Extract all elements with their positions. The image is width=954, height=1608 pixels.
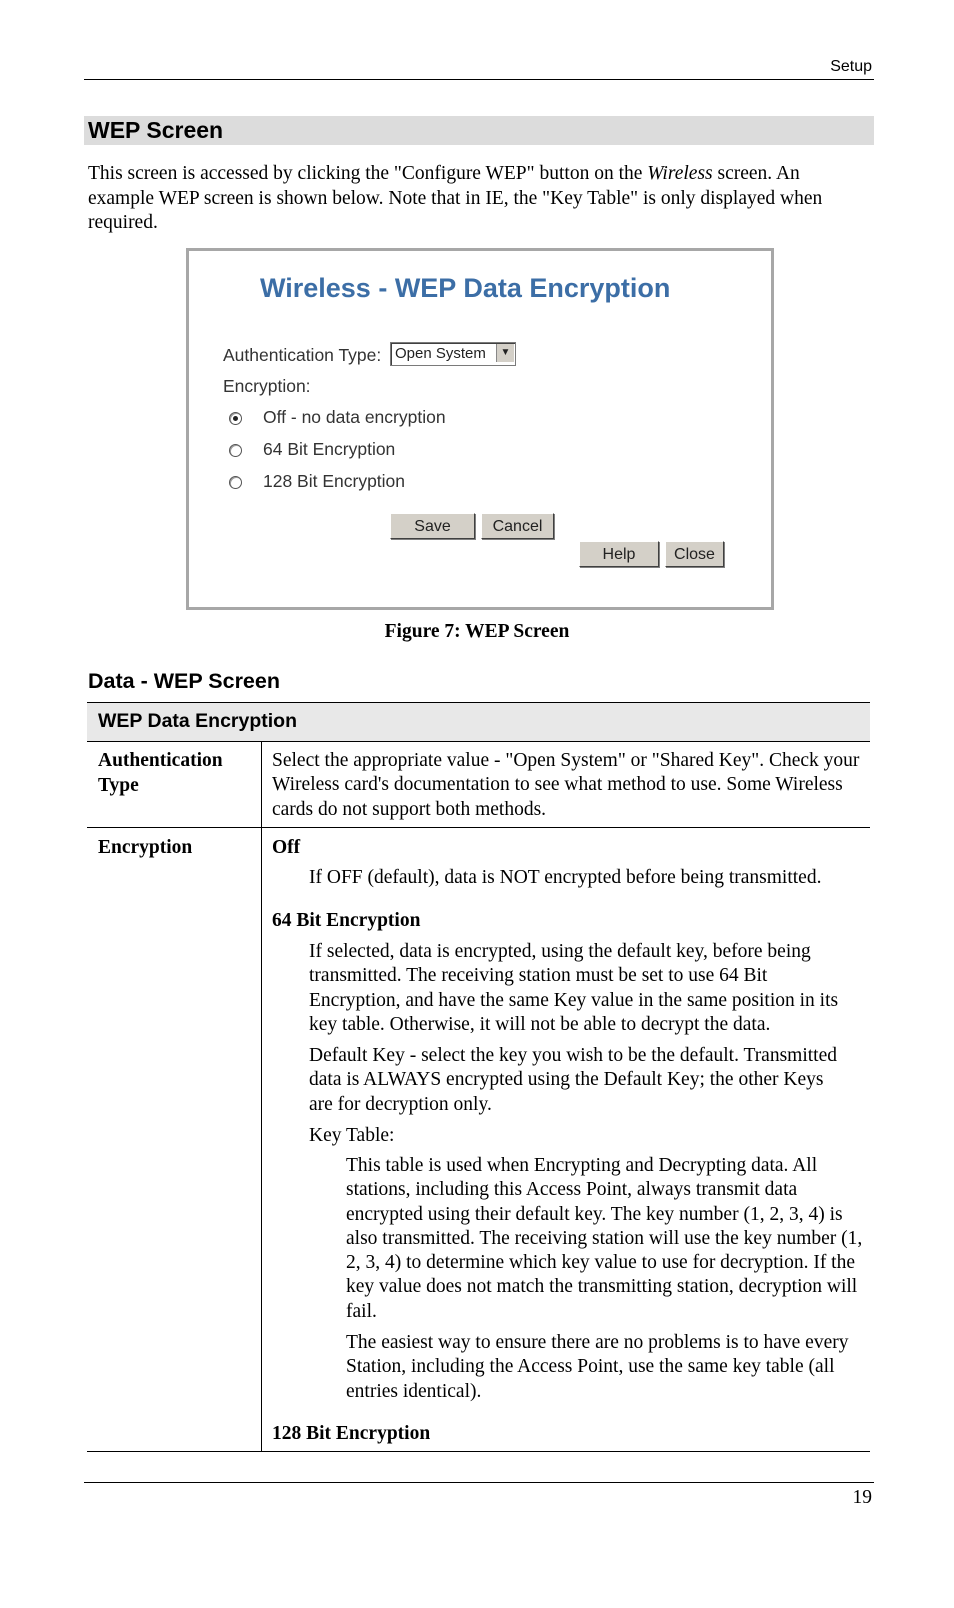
close-button[interactable]: Close	[665, 541, 724, 567]
radio-label: 128 Bit Encryption	[263, 471, 406, 491]
header-section-label: Setup	[830, 58, 872, 75]
authentication-type-select[interactable]	[390, 342, 516, 366]
off-heading: Off	[272, 837, 301, 858]
bit64-description: If selected, data is encrypted, using the default key, before being transmitted. The receiving station must be set to use 64 Bit Encryption, and have the same Key value in the same position in its key table. Otherwise, it will not be able to decrypt the data.	[309, 941, 839, 1035]
column-divider	[261, 742, 262, 1451]
authentication-type-value: Open System	[395, 345, 486, 362]
key-table-tip: The easiest way to ensure there are no problems is to have every Station, including the Access Point, use the same key table (all entries identical).	[346, 1332, 849, 1402]
key-table-description: This table is used when Encrypting and Decrypting data. All stations, including this Access Point, always transmit data encrypted using their default key. The key number (1, 2, 3, 4) is also transmitted. The receiving station will use the key number (1, 2, 3, 4) to determine which key value to use for decryption. If the key value does not match the transmitting station, decryption will fail.	[346, 1155, 863, 1322]
radio-button[interactable]	[229, 444, 242, 457]
data-section-title: Data - WEP Screen	[88, 669, 280, 693]
table-row-label-authentication: Authentication Type	[98, 750, 223, 796]
table-header-text: WEP Data Encryption	[98, 710, 298, 732]
table-cell-authentication: Select the appropriate value - "Open System" or "Shared Key". Check your Wireless card's documentation to see what method to use. Some Wireless cards do not support both methods.	[272, 750, 860, 820]
table-row-label-encryption: Encryption	[98, 837, 193, 858]
page-header	[84, 58, 874, 80]
page-number: 19	[852, 1487, 872, 1508]
help-button[interactable]: Help	[579, 541, 659, 567]
default-key-description: Default Key - select the key you wish to be the default. Transmitted data is ALWAYS encrypted using the Default Key; the other Keys are for decryption only.	[309, 1045, 838, 1115]
cancel-button[interactable]: Cancel	[481, 513, 554, 539]
bit64-heading: 64 Bit Encryption	[272, 910, 421, 931]
figure-caption: Figure 7: WEP Screen	[384, 621, 570, 642]
row-divider	[87, 827, 870, 828]
bit128-heading: 128 Bit Encryption	[272, 1423, 431, 1444]
radio-label: 64 Bit Encryption	[263, 439, 396, 459]
intro-paragraph: This screen is accessed by clicking the "Configure WEP" button on the Wireless screen. An example WEP screen is shown below. Note that in IE, the "Key Table" is only displayed when required.	[88, 163, 823, 233]
data-table	[87, 702, 870, 1452]
section-title: WEP Screen	[88, 117, 224, 143]
page-footer-rule	[84, 1482, 874, 1483]
radio-button-selected[interactable]	[229, 412, 242, 425]
table-header	[87, 703, 870, 742]
wep-screenshot	[186, 248, 774, 610]
wireless-screen-name: Wireless	[647, 163, 713, 184]
authentication-type-label: Authentication Type:	[223, 345, 382, 365]
chevron-down-icon[interactable]: ▼	[496, 344, 514, 362]
off-description: If OFF (default), data is NOT encrypted before being transmitted.	[309, 867, 822, 888]
key-table-label: Key Table:	[309, 1125, 395, 1146]
section-heading-bar	[84, 116, 874, 145]
save-button[interactable]: Save	[390, 513, 475, 539]
encryption-label: Encryption:	[223, 376, 311, 396]
radio-label: Off - no data encryption	[263, 407, 446, 427]
radio-button[interactable]	[229, 476, 242, 489]
screenshot-title: Wireless - WEP Data Encryption	[260, 273, 671, 303]
